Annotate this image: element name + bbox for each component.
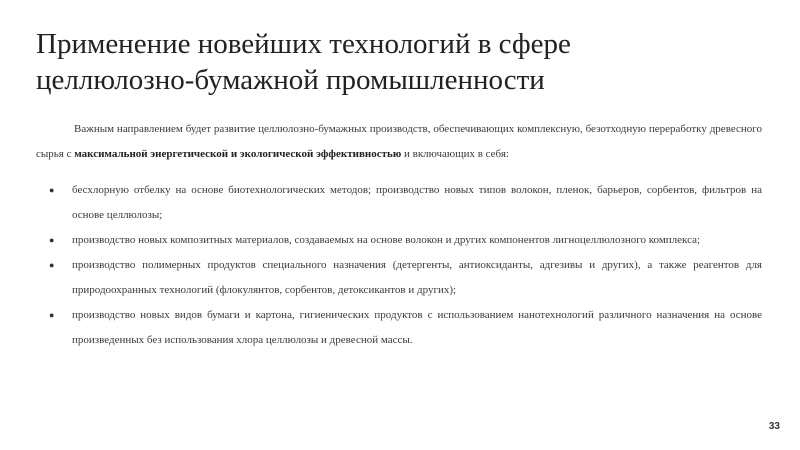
- list-item: [36, 253, 762, 303]
- list-item-text: производство полимерных продуктов специального назначения (детергенты, антиоксиданты, адгезивы и других), а также реагентов для природоохранных технологий (флокулянтов, сорбентов, детоксикантов и других);: [72, 259, 762, 296]
- intro-text-before: Важным направлением будет развитие целлюлозно-бумажных производств, обеспечивающих комплексную, безотходную переработку древесного сырья с: [36, 123, 762, 160]
- bullet-icon: ●: [49, 310, 55, 320]
- list-item: [36, 303, 762, 353]
- bullet-list: [36, 178, 762, 353]
- intro-text-after: и включающих в себя:: [401, 148, 509, 160]
- slide-title-line-1: Применение новейших технологий в сфере: [36, 28, 571, 60]
- list-item: [36, 228, 762, 253]
- list-item-text: бесхлорную отбелку на основе биотехнологических методов; производство новых типов волокон, пленок, барьеров, сорбентов, фильтров на основе целлюлозы;: [72, 184, 762, 221]
- slide-title-line-2: целлюлозно-бумажной промышленности: [36, 64, 545, 96]
- slide-body: [36, 117, 762, 353]
- page-number: 33: [768, 421, 780, 432]
- bullet-icon: ●: [49, 185, 55, 195]
- intro-text-bold: максимальной энергетической и экологической эффективностью: [74, 148, 402, 160]
- intro-paragraph: [36, 117, 762, 167]
- bullet-icon: ●: [49, 260, 55, 270]
- slide-title: [36, 26, 756, 98]
- list-item-text: производство новых видов бумаги и картона, гигиенических продуктов с использованием нанотехнологий различного назначения на основе произведенных без использования хлора целлюлозы и древесной массы.: [72, 309, 762, 346]
- list-item: [36, 178, 762, 228]
- bullet-icon: ●: [49, 235, 55, 245]
- list-item-text: производство новых композитных материалов, создаваемых на основе волокон и других компонентов лигноцеллюлозного комплекса;: [72, 234, 701, 246]
